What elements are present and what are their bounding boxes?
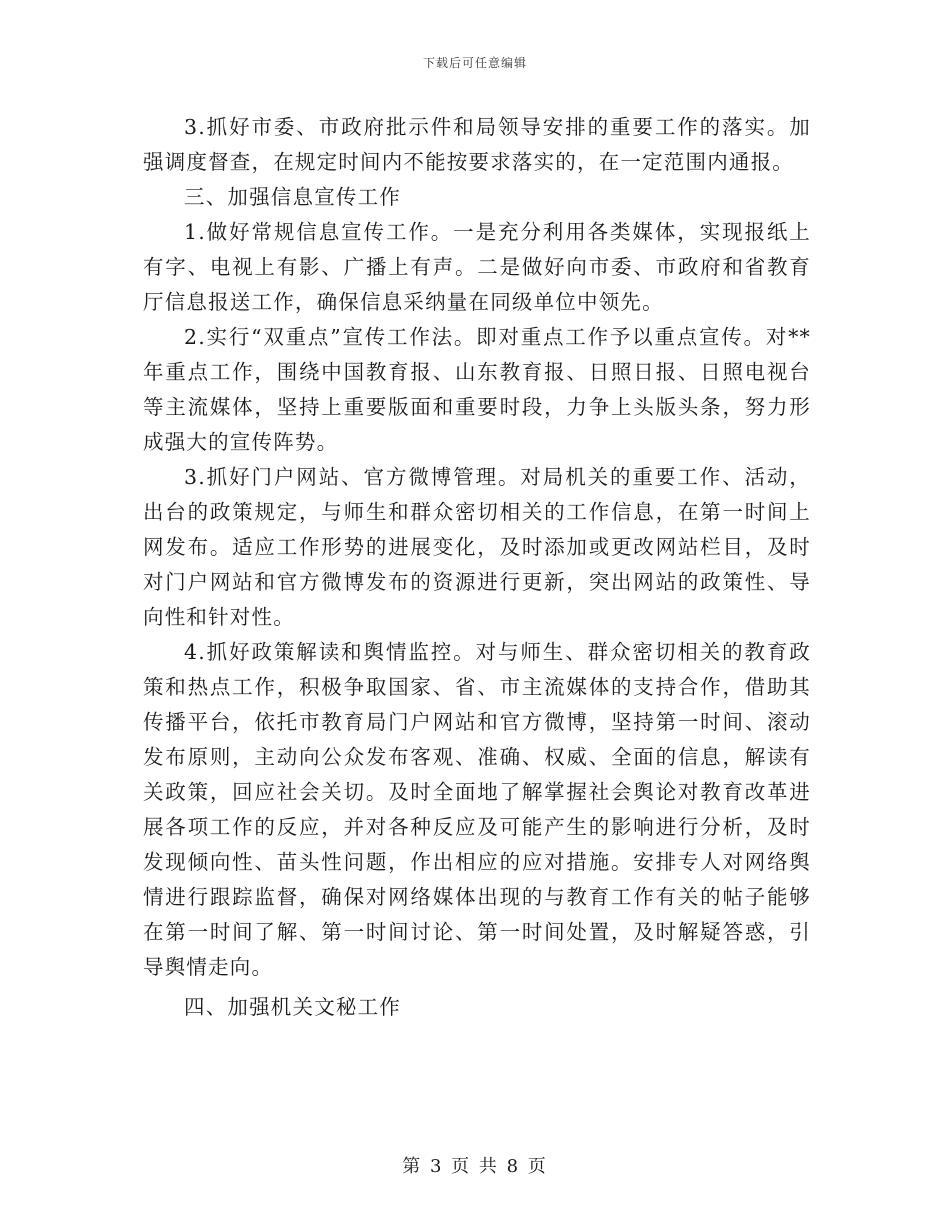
page-header: 下载后可任意编辑 (422, 56, 527, 70)
page-number: 第 3 页 共 8 页 (402, 1156, 548, 1177)
paragraph-item-3: 3.抓好市委、市政府批示件和局领导安排的重要工作的落实。加强调度督查，在规定时间内不能按要求落实的，在一定范围内通报。 (143, 115, 811, 174)
paragraph-double-focus: 2.实行“双重点”宣传工作法。即对重点工作予以重点宣传。对**年重点工作，围绕中国教育报、山东教育报、日照日报、日照电视台等主流媒体，坚持上重要版面和重要时段，力争上头版头条，努力形成强大的宣传阵势。 (143, 325, 811, 454)
paragraph-regular-publicity: 1.做好常规信息宣传工作。一是充分利用各类媒体，实现报纸上有字、电视上有影、广播上有声。二是做好向市委、市政府和省教育厅信息报送工作，确保信息采纳量在同级单位中领先。 (143, 220, 811, 314)
paragraph-policy-monitoring: 4.抓好政策解读和舆情监控。对与师生、群众密切相关的教育政策和热点工作，积极争取国家、省、市主流媒体的支持合作，借助其传播平台，依托市教育局门户网站和官方微博，坚持第一时间、滚动发布原则，主动向公众发布客观、准确、权威、全面的信息，解读有关政策，回应社会关切。及时全面地了解掌握社会舆论对教育改革进展各项工作的反应，并对各种反应及可能产生的影响进行分析，及时发现倾向性、苗头性问题，作出相应的应对措施。安排专人对网络舆情进行跟踪监督，确保对网络媒体出现的与教育工作有关的帖子能够在第一时间了解、第一时间讨论、第一时间处置，及时解疑答惑，引导舆情走向。 (143, 640, 811, 979)
section-heading-3: 三、加强信息宣传工作 (184, 185, 401, 209)
section-heading-4: 四、加强机关文秘工作 (184, 995, 401, 1019)
paragraph-website-weibo: 3.抓好门户网站、官方微博管理。对局机关的重要工作、活动，出台的政策规定，与师生和群众密切相关的工作信息，在第一时间上网发布。适应工作形势的进展变化，及时添加或更改网站栏目，及时对门户网站和官方微博发布的资源进行更新，突出网站的政策性、导向性和针对性。 (143, 465, 811, 629)
document-body (143, 110, 811, 1025)
